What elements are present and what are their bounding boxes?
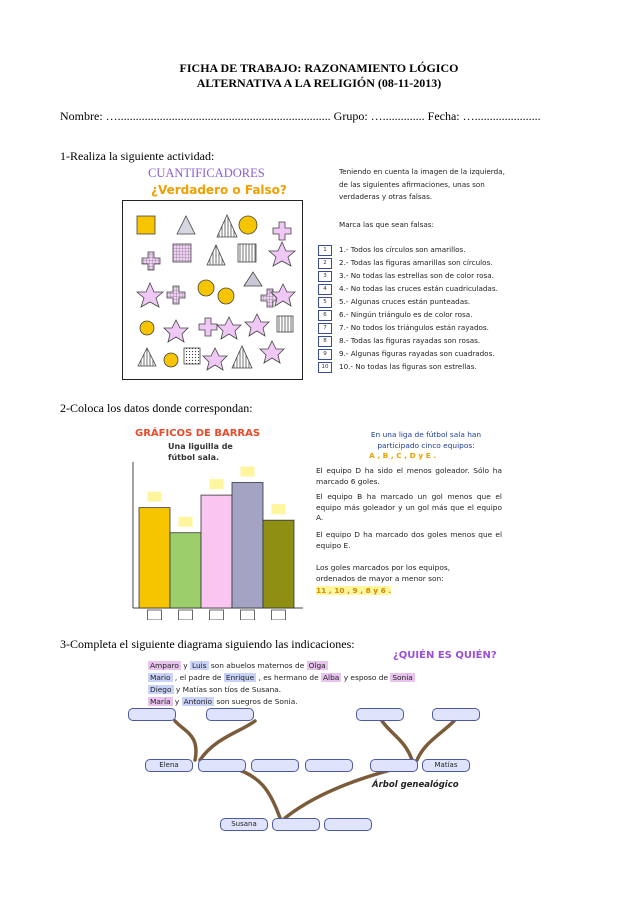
answer-box-2[interactable]: 2	[318, 258, 332, 269]
bar-value-label-box[interactable]	[179, 517, 193, 527]
statement: 2.- Todas las figuras amarillas son círculos.	[339, 258, 493, 267]
clue-3: El equipo D ha marcado dos goles menos que el equipo E.	[316, 530, 502, 550]
worksheet-title-line-1: FICHA DE TRABAJO: RAZONAMIENTO LÓGICO	[179, 61, 459, 75]
family-tree-label: Árbol genealógico	[372, 780, 459, 790]
goals-list: 11 , 10 , 9 , 8 y 6 .	[316, 586, 392, 595]
bar	[139, 508, 170, 608]
bar-chart-subtitle-1: Una liguilla de	[168, 442, 233, 451]
yellow-square-shape	[137, 216, 155, 234]
statement: 5.- Algunas cruces están punteadas.	[339, 297, 471, 306]
team-answer-box[interactable]	[210, 610, 224, 620]
team-answer-box[interactable]	[148, 610, 162, 620]
statement: 7.- No todos los triángulos están rayados.	[339, 323, 489, 332]
bar-value-label-box[interactable]	[148, 492, 162, 502]
tree-box-parent-2[interactable]	[251, 759, 299, 772]
statement: 8.- Todas las figuras rayadas son rosas.	[339, 336, 481, 345]
tree-box-elena[interactable]: Elena	[145, 759, 193, 772]
statement: 3.- No todas las estrellas son de color rosa.	[339, 271, 494, 280]
tree-box-matias[interactable]: Matías	[422, 759, 470, 772]
tree-box-grandparent-4[interactable]	[432, 708, 480, 721]
bar	[263, 520, 294, 608]
answer-box-9[interactable]: 9	[318, 349, 332, 360]
who-is-who-title: ¿QUIÉN ES QUIÉN?	[393, 650, 497, 661]
bar-value-label-box[interactable]	[272, 504, 286, 514]
bar-chart-subtitle-2: fútbol sala.	[168, 453, 220, 462]
family-clue-2: Mario , el padre de Enrique , es hermano de Alba y esposo de Sonia	[150, 673, 413, 682]
team-answer-box[interactable]	[179, 610, 193, 620]
answer-box-6[interactable]: 6	[318, 310, 332, 321]
exercise-1-heading: 1-Realiza la siguiente actividad:	[60, 149, 215, 163]
team-list: A , B , C , D y E .	[369, 451, 437, 460]
tree-box-parent-1[interactable]	[198, 759, 246, 772]
bar-chart	[125, 458, 305, 620]
bar	[170, 533, 201, 608]
tree-box-parent-4[interactable]	[370, 759, 418, 772]
quantifiers-subtitle: ¿Verdadero o Falso?	[151, 183, 287, 197]
answer-box-3[interactable]: 3	[318, 271, 332, 282]
student-info-line: Nombre: …....................................................................... Grupo: ….............. Fecha: …......................	[60, 109, 541, 123]
exercise-1-instruction: Marca las que sean falsas:	[339, 220, 434, 229]
league-intro: En una liga de fútbol sala han participado cinco equipos:	[370, 430, 482, 450]
exercise-3-heading: 3-Completa el siguiente diagrama siguiendo las indicaciones:	[60, 637, 355, 651]
exercise-1-intro: Teniendo en cuenta la imagen de la izquierda, de las siguientes afirmaciones, unas son verdaderas y otras falsas.	[339, 167, 505, 201]
statement: 9.- Algunas figuras rayadas son cuadrados.	[339, 349, 495, 358]
quantifiers-title: CUANTIFICADORES	[148, 166, 265, 180]
answer-box-1[interactable]: 1	[318, 245, 332, 256]
clue-1: El equipo D ha sido el menos goleador. Sólo ha marcado 6 goles.	[316, 466, 502, 486]
bar-value-label-box[interactable]	[210, 479, 224, 489]
tree-box-grandparent-3[interactable]	[356, 708, 404, 721]
bar-value-label-box[interactable]	[241, 467, 255, 477]
tree-box-grandparent-2[interactable]	[206, 708, 254, 721]
answer-box-8[interactable]: 8	[318, 336, 332, 347]
answer-box-5[interactable]: 5	[318, 297, 332, 308]
exercise-2-heading: 2-Coloca los datos donde correspondan:	[60, 401, 253, 415]
team-answer-box[interactable]	[272, 610, 286, 620]
bar-chart-title: GRÁFICOS DE BARRAS	[135, 428, 261, 439]
tree-box-grandparent-1[interactable]	[128, 708, 176, 721]
shapes-figure	[122, 200, 303, 380]
statements-list	[339, 243, 498, 373]
family-clue-3: Diego y Matías son tíos de Susana.	[150, 685, 282, 694]
statement: 6.- Ningún triángulo es de color rosa.	[339, 310, 473, 319]
statement: 10.- No todas las figuras son estrellas.	[339, 362, 477, 371]
tree-box-parent-3[interactable]	[305, 759, 353, 772]
statement: 4.- No todas las cruces están cuadriculadas.	[339, 284, 498, 293]
clue-4: Los goles marcados por los equipos, ordenados de mayor a menor son:	[316, 563, 451, 583]
statement: 1.- Todos los círculos son amarillos.	[339, 245, 466, 254]
family-clue-4: María y Antonio son suegros de Sonia.	[150, 697, 298, 706]
bar	[201, 495, 232, 608]
answer-box-7[interactable]: 7	[318, 323, 332, 334]
team-answer-box[interactable]	[241, 610, 255, 620]
answer-box-10[interactable]: 10	[318, 362, 332, 373]
worksheet-title-line-2: ALTERNATIVA A LA RELIGIÓN (08-11-2013)	[196, 76, 442, 90]
tree-box-child-3[interactable]	[324, 818, 372, 831]
answer-box-4[interactable]: 4	[318, 284, 332, 295]
family-clue-1: Amparo y Luis son abuelos maternos de Olga	[150, 661, 326, 670]
tree-box-susana[interactable]: Susana	[220, 818, 268, 831]
clue-2: El equipo B ha marcado un gol menos que el equipo más goleador y un gol más que el equipo A.	[316, 492, 502, 523]
tree-box-child-2[interactable]	[272, 818, 320, 831]
bar	[232, 483, 263, 608]
